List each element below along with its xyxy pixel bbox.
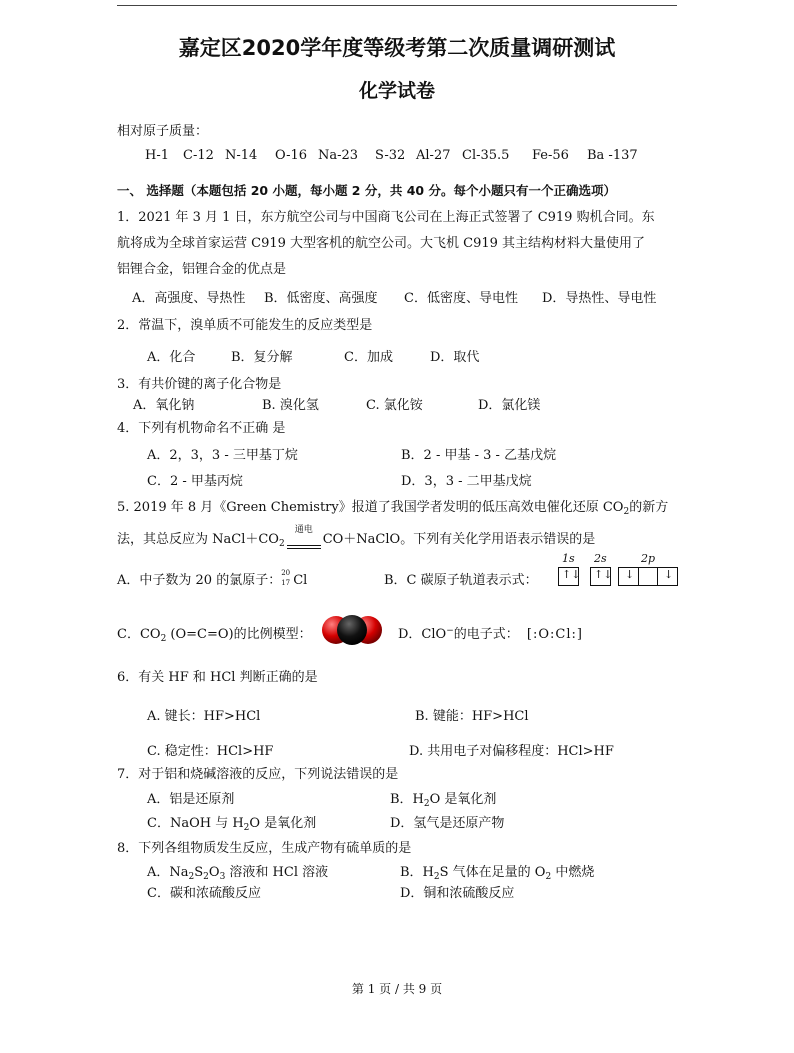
mass-item: Cl-35.5	[462, 148, 510, 163]
mass-item: S-32	[375, 148, 406, 163]
option-text: S 气体在足量的 O	[439, 865, 546, 880]
question-stem: 6．有关 HF 和 HCl 判断正确的是	[117, 670, 318, 685]
atomic-number: 17	[281, 579, 291, 587]
option-text: S	[194, 865, 204, 880]
option-d: D. 共用电子对偏移程度：HCl>HF	[409, 744, 614, 759]
option-b	[400, 861, 594, 882]
option-text: 的电子式：	[453, 627, 519, 642]
electron-formula: [:O:Cl:]	[526, 627, 583, 642]
condition-label: 通电	[294, 525, 313, 535]
option-text: C．NaOH 与 H	[147, 816, 244, 831]
option-text: O	[208, 865, 220, 880]
option-c: C. 氯化铵	[366, 398, 423, 413]
option-c: C．碳和浓硫酸反应	[147, 886, 261, 901]
option-c: C．加成	[344, 350, 393, 365]
option-text: O 是氧化剂	[249, 816, 317, 831]
mass-item: H-1	[145, 148, 170, 163]
mass-item: C-12	[183, 148, 214, 163]
mass-item: Na-23	[318, 148, 359, 163]
option-text: A．Na	[147, 865, 189, 880]
option-d: D．取代	[430, 350, 480, 365]
option-d: D．3，3 - 二甲基戊烷	[401, 474, 532, 489]
question-stem	[117, 525, 596, 549]
orbital-box-2s: ↑↓	[590, 567, 611, 586]
option-a: A．化合	[147, 350, 196, 365]
subscript: 2	[160, 634, 167, 644]
option-b: B．2 - 甲基 - 3 - 乙基戊烷	[401, 448, 557, 463]
orbital-label: 1s	[562, 552, 575, 565]
subscript: 2	[423, 799, 430, 809]
element-symbol: Cl	[293, 573, 308, 588]
stem-text: 法，其总反应为 NaCl＋CO	[117, 532, 279, 547]
exam-subtitle: 化学试卷	[358, 80, 435, 102]
subscript: 2	[545, 872, 552, 882]
option-b: B. 溴化氢	[262, 398, 319, 413]
top-rule	[117, 5, 677, 6]
option-b: B．C 碳原子轨道表示式：	[384, 573, 538, 588]
option-d: D．铜和浓硫酸反应	[400, 886, 515, 901]
option-c: C．低密度、导电性	[404, 291, 518, 306]
option-text: B．H	[390, 792, 424, 807]
option-text: (O=C=O)的比例模型：	[166, 627, 312, 642]
question-stem: 4．下列有机物命名不正确 是	[117, 421, 286, 436]
subscript: 2	[623, 507, 630, 517]
option-a: A．铝是还原剂	[147, 792, 235, 807]
stem-text: 5. 2019 年 8 月《Green Chemistry》报道了我国学者发明的低压高效电催化还原 CO	[117, 500, 624, 515]
option-text: D．ClO	[398, 627, 447, 642]
option-b	[390, 788, 496, 809]
option-d: D．氯化镁	[478, 398, 541, 413]
orbital-box-2p: ↓ ↓	[618, 567, 678, 586]
question-stem: 3．有共价键的离子化合物是	[117, 377, 282, 392]
option-text: A．中子数为 20 的氯原子：	[117, 573, 282, 588]
reaction-condition	[287, 525, 321, 547]
page-footer: 第 1 页 / 共 9 页	[351, 982, 443, 996]
option-b: B．复分解	[231, 350, 293, 365]
mass-item: O-16	[275, 148, 308, 163]
subscript: 2	[243, 823, 250, 833]
superscript: −	[446, 626, 454, 636]
mass-number: 20	[281, 569, 291, 577]
option-text: 溶液和 HCl 溶液	[225, 865, 329, 880]
question-stem: 8．下列各组物质发生反应，生成产物有硫单质的是	[117, 841, 412, 856]
subscript: 2	[433, 872, 440, 882]
mass-item: N-14	[225, 148, 258, 163]
co2-space-filling-model	[322, 610, 382, 650]
question-stem: 1．2021 年 3 月 1 日，东方航空公司与中国商飞公司在上海正式签署了 C919 购机合同。东	[117, 210, 655, 225]
option-text: O 是氧化剂	[429, 792, 497, 807]
question-stem: 7．对于铝和烧碱溶液的反应，下列说法错误的是	[117, 767, 399, 782]
question-stem	[117, 496, 668, 517]
option-c	[147, 812, 316, 833]
mass-item: Ba -137	[587, 148, 638, 163]
option-b: B．低密度、高强度	[264, 291, 378, 306]
option-c: C．2 - 甲基丙烷	[147, 474, 243, 489]
orbital-label: 2s	[594, 552, 607, 565]
option-a: A. 键长：HF>HCl	[147, 709, 261, 724]
option-a: A．2，3，3 - 三甲基丁烷	[147, 448, 298, 463]
mass-item: Al-27	[416, 148, 451, 163]
section-heading: 一、 选择题（本题包括 20 小题，每小题 2 分，共 40 分。每个小题只有一个正确选项）	[117, 183, 616, 198]
nuclide-notation	[281, 569, 293, 587]
subscript: 2	[278, 539, 285, 549]
option-d	[398, 623, 583, 642]
atomic-mass-label: 相对原子质量：	[117, 124, 209, 139]
option-d: D．导热性、导电性	[542, 291, 657, 306]
question-stem: 铝锂合金，铝锂合金的优点是	[117, 262, 287, 277]
question-stem: 2．常温下，溴单质不可能发生的反应类型是	[117, 318, 373, 333]
exam-title: 嘉定区2020学年度等级考第二次质量调研测试	[178, 36, 616, 60]
stem-text: 的新方	[629, 500, 669, 515]
subscript: 2	[188, 872, 195, 882]
option-c: C. 稳定性：HCl>HF	[147, 744, 274, 759]
subscript: 3	[219, 872, 226, 882]
option-a	[117, 569, 307, 588]
option-a: A．氧化钠	[133, 398, 195, 413]
subscript: 2	[203, 872, 209, 882]
option-d: D．氢气是还原产物	[390, 816, 505, 831]
option-text: B．H	[400, 865, 434, 880]
option-text: 中燃烧	[551, 865, 595, 880]
option-b: B. 键能：HF>HCl	[415, 709, 529, 724]
option-c	[117, 623, 312, 644]
option-text: C．CO	[117, 627, 161, 642]
stem-text: CO＋NaClO。下列有关化学用语表示错误的是	[322, 532, 596, 547]
option-a	[147, 861, 328, 882]
question-stem: 航将成为全球首家运营 C919 大型客机的航空公司。大飞机 C919 其主结构材料大量使用了	[117, 236, 646, 251]
mass-item: Fe-56	[532, 148, 569, 163]
orbital-box-1s: ↑↓	[558, 567, 579, 586]
option-a: A．高强度、导热性	[132, 291, 246, 306]
orbital-label: 2p	[641, 552, 656, 565]
